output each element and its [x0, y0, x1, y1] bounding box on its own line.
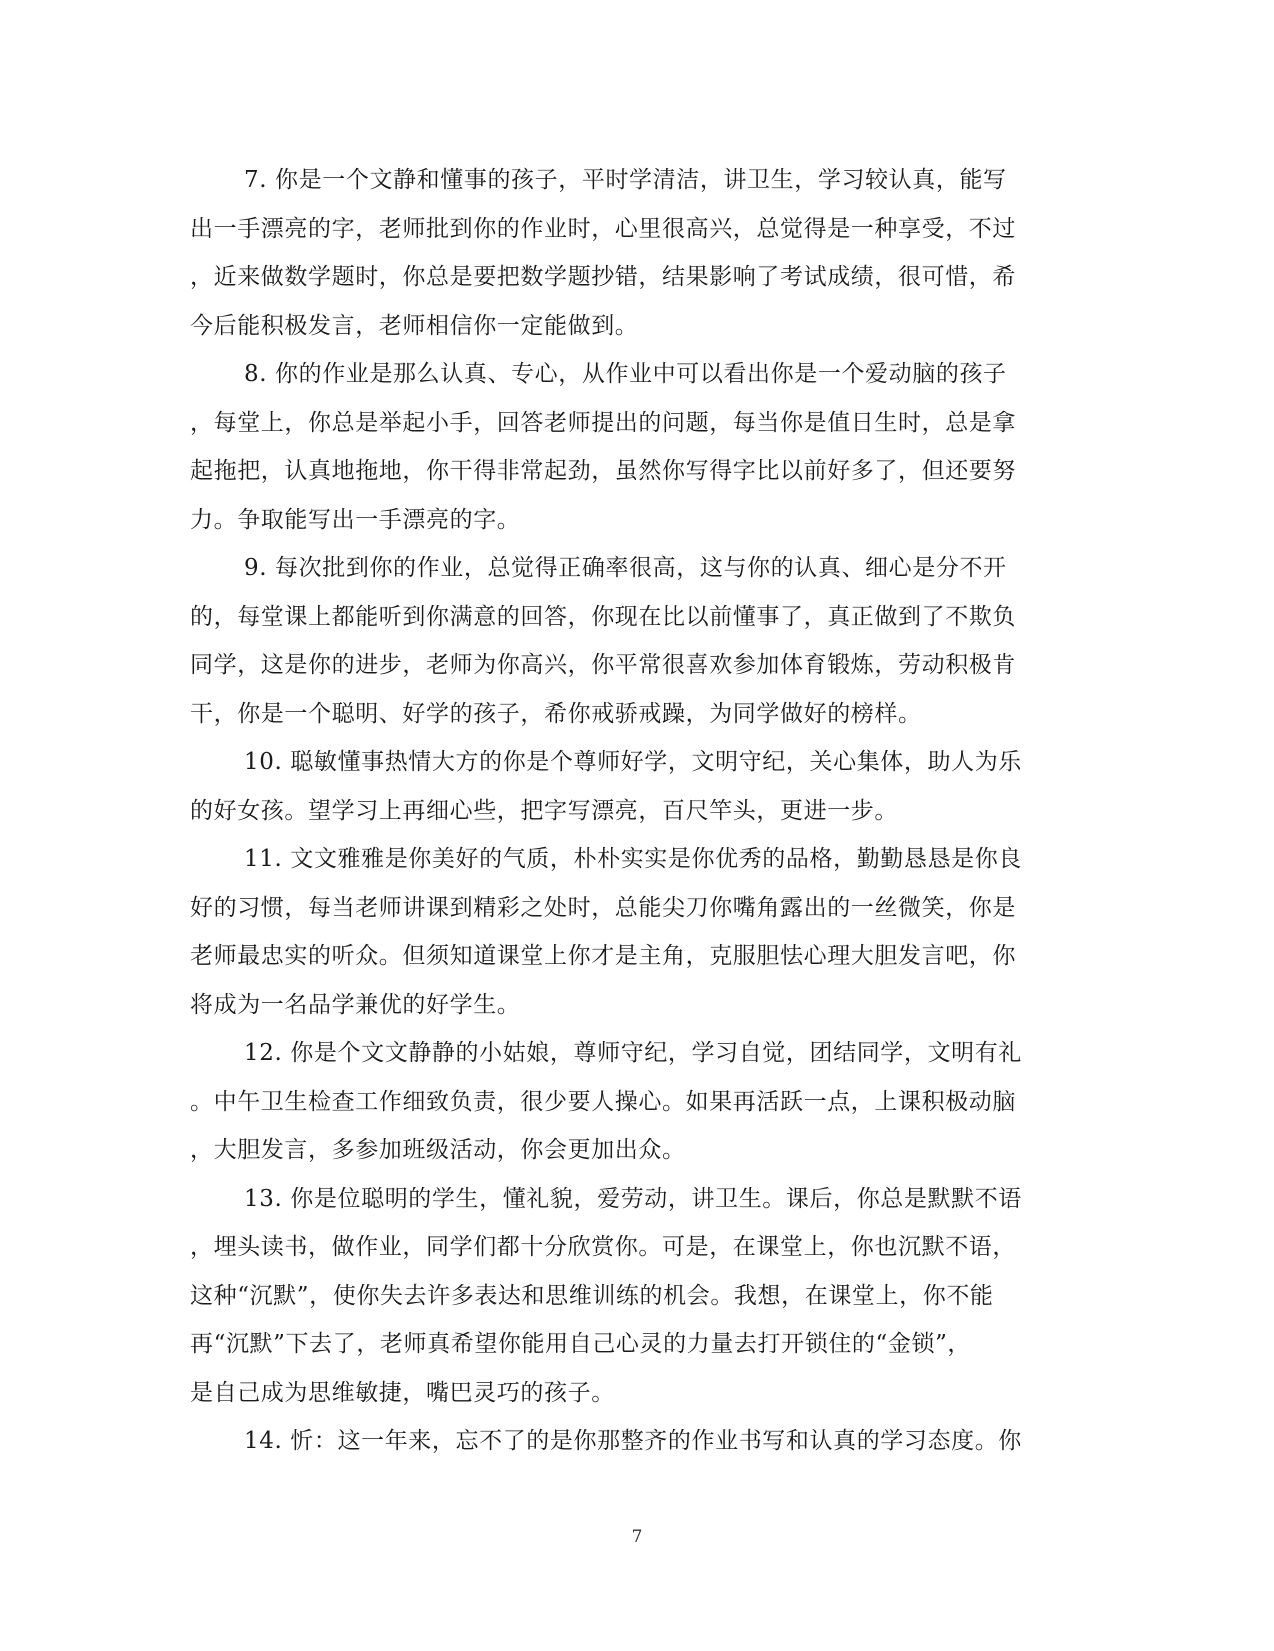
- text-line: 14. 忻：这一年来，忘不了的是你那整齐的作业书写和认真的学习态度。你: [244, 1428, 1022, 1454]
- comment-paragraph-8: [190, 350, 1068, 544]
- text-line: 的，每堂课上都能听到你满意的回答，你现在比以前懂事了，真正做到了不欺负: [190, 603, 1016, 630]
- text-line: 将成为一名品学兼优的好学生。: [190, 991, 521, 1018]
- text-line: 干，你是一个聪明、好学的孩子，希你戒骄戒躁，为同学做好的榜样。: [190, 700, 922, 727]
- text-line: 的好女孩。望学习上再细心些，把字写漂亮，百尺竿头，更进一步。: [190, 797, 898, 824]
- text-line: 这种“沉默”，使你失去许多表达和思维训练的机会。我想，在课堂上，你不能: [190, 1282, 994, 1309]
- text-line: ，埋头读书，做作业，同学们都十分欣赏你。可是，在课堂上，你也沉默不语，: [190, 1234, 1016, 1260]
- text-line: 9. 每次批到你的作业，总觉得正确率很高，这与你的认真、细心是分不开: [244, 555, 1007, 581]
- text-line: ，每堂上，你总是举起小手，回答老师提出的问题，每当你是值日生时，总是拿: [190, 409, 1016, 436]
- text-line: 力。争取能写出一手漂亮的字。: [190, 506, 521, 533]
- text-line: 起拖把，认真地拖地，你干得非常起劲，虽然你写得字比以前好多了，但还要努: [190, 458, 1016, 484]
- comment-paragraph-13: [190, 1175, 1068, 1418]
- text-line: 今后能积极发言，老师相信你一定能做到。: [190, 312, 639, 339]
- text-line: 13. 你是位聪明的学生，懂礼貌，爱劳动，讲卫生。课后，你总是默默不语: [244, 1185, 1022, 1212]
- comment-paragraph-12: [190, 1029, 1068, 1175]
- page-number: 7: [631, 1527, 643, 1547]
- comment-paragraph-14: [190, 1417, 1068, 1466]
- comment-paragraph-7: [190, 156, 1068, 350]
- text-line: 10. 聪敏懂事热情大方的你是个尊师好学，文明守纪，关心集体，助人为乐: [244, 749, 1022, 775]
- document-body: [190, 156, 1068, 1466]
- comment-paragraph-10: [190, 738, 1068, 835]
- text-line: ，大胆发言，多参加班级活动，你会更加出众。: [190, 1137, 686, 1163]
- text-line: 出一手漂亮的字，老师批到你的作业时，心里很高兴，总觉得是一种享受，不过: [190, 215, 1016, 242]
- text-line: 再“沉默”下去了，老师真希望你能用自己心灵的力量去打开锁住的“金锁”，: [190, 1331, 972, 1357]
- text-line: 7. 你是一个文静和懂事的孩子，平时学清洁，讲卫生，学习较认真，能写: [244, 167, 1007, 193]
- text-line: 是自己成为思维敏捷，嘴巴灵巧的孩子。: [190, 1379, 615, 1406]
- text-line: 老师最忠实的听众。但须知道课堂上你才是主角，克服胆怯心理大胆发言吧，你: [190, 943, 1016, 969]
- text-line: 12. 你是个文文静静的小姑娘，尊师守纪，学习自觉，团结同学，文明有礼: [244, 1040, 1022, 1066]
- text-line: 11. 文文雅雅是你美好的气质，朴朴实实是你优秀的品格，勤勤恳恳是你良: [244, 846, 1022, 872]
- text-line: 同学，这是你的进步，老师为你高兴，你平常很喜欢参加体育锻炼，劳动积极肯: [190, 652, 1016, 678]
- comment-paragraph-11: [190, 835, 1068, 1029]
- text-line: 。中午卫生检查工作细致负责，很少要人操心。如果再活跃一点，上课积极动脑: [190, 1088, 1016, 1115]
- text-line: 8. 你的作业是那么认真、专心，从作业中可以看出你是一个爱动脑的孩子: [244, 361, 1007, 387]
- text-line: ，近来做数学题时，你总是要把数学题抄错，结果影响了考试成绩，很可惜，希: [190, 264, 1016, 290]
- text-line: 好的习惯，每当老师讲课到精彩之处时，总能尖刀你嘴角露出的一丝微笑，你是: [190, 894, 1016, 921]
- comment-paragraph-9: [190, 544, 1068, 738]
